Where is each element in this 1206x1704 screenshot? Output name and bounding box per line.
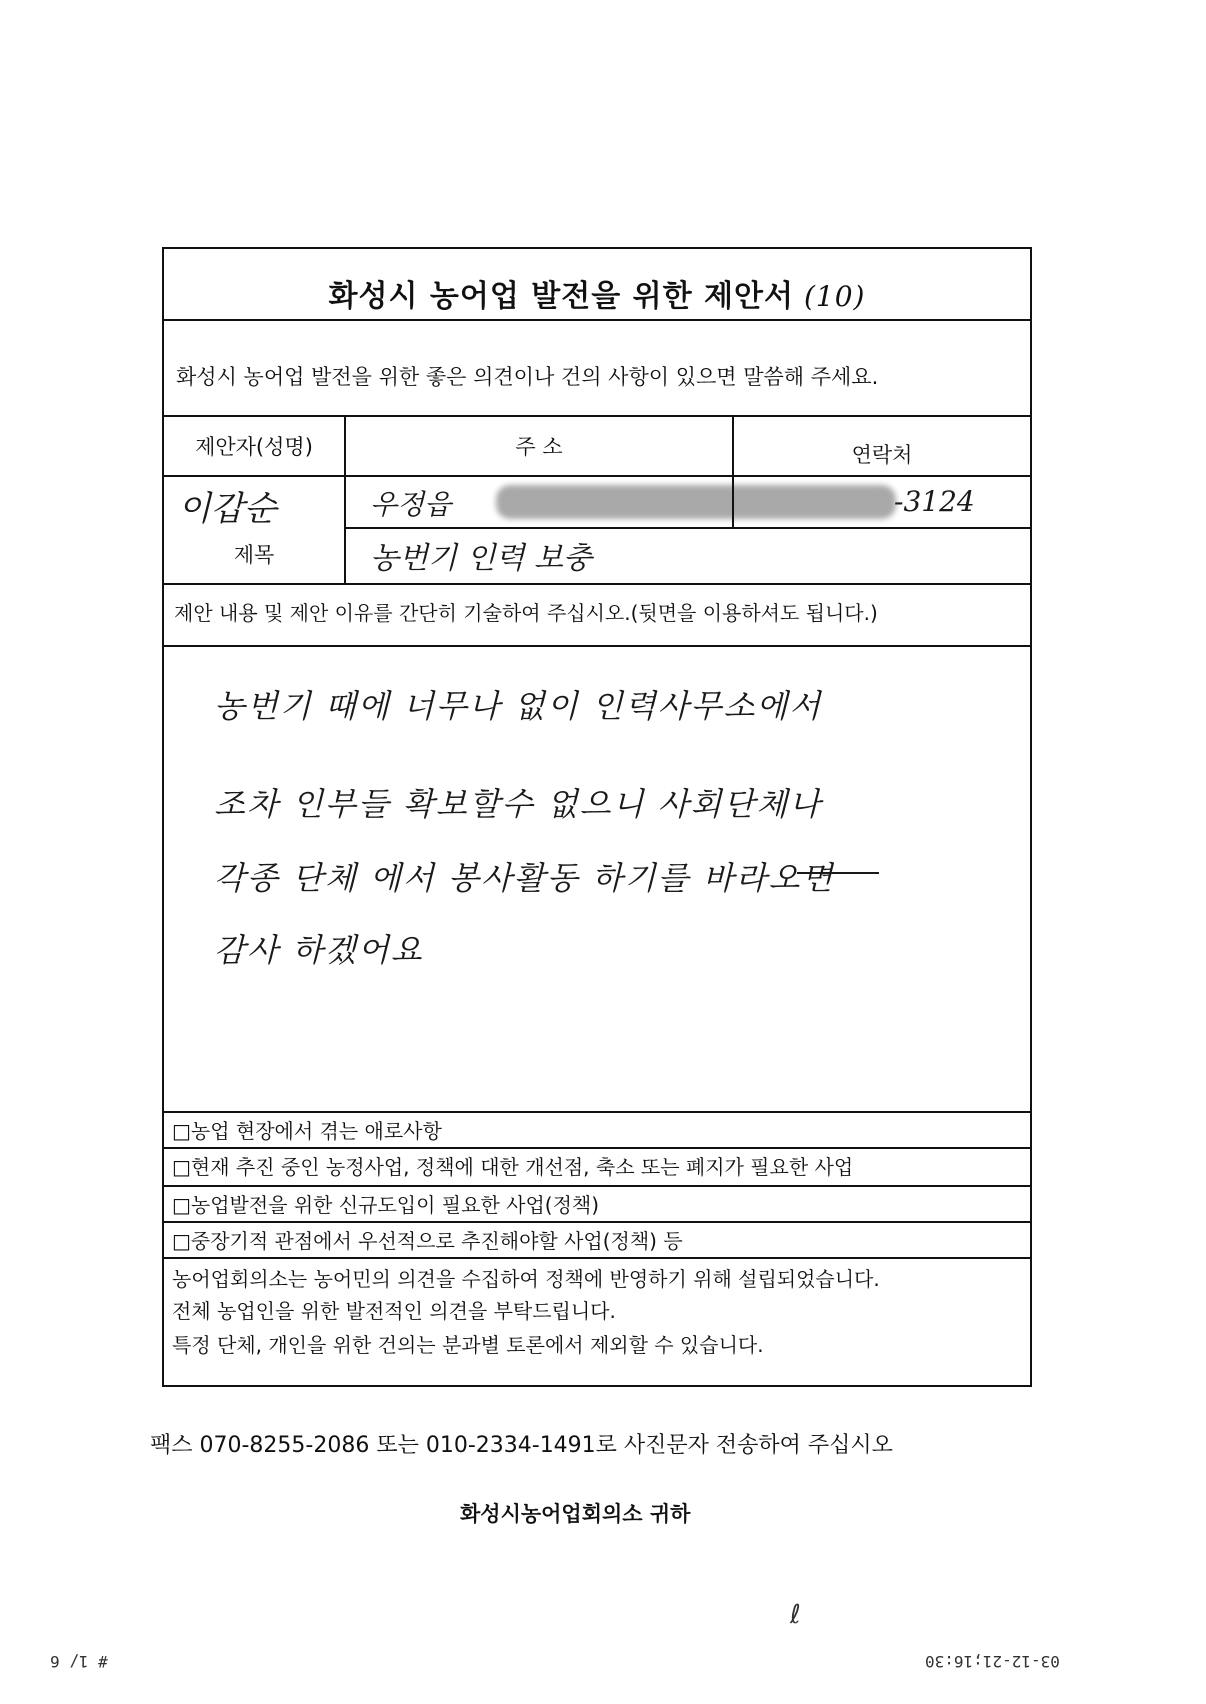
column-divider xyxy=(732,415,734,527)
body-line-2: 조차 인부들 확보할수 없으니 사회단체나 xyxy=(214,785,823,823)
divider xyxy=(164,1185,1030,1187)
divider xyxy=(164,1257,1030,1259)
header-contact: 연락처 xyxy=(851,443,913,467)
proposer-name: 이갑순 xyxy=(178,489,277,529)
divider xyxy=(164,1111,1030,1113)
checklist-item: □농업 현장에서 겪는 애로사항 xyxy=(172,1119,442,1143)
divider xyxy=(164,415,1030,417)
form-title-note: (10) xyxy=(804,280,866,313)
stray-mark: ℓ xyxy=(790,1600,801,1630)
divider xyxy=(164,475,1030,477)
checklist-item: □중장기적 관점에서 우선적으로 추진해야할 사업(정책) 등 xyxy=(172,1229,683,1253)
form-title-text: 화성시 농어업 발전을 위한 제안서 xyxy=(328,279,794,314)
fax-page-mark-text: # 1/ 6 xyxy=(50,1652,108,1671)
fax-timestamp-mark xyxy=(925,1652,1060,1671)
note-line: 특정 단체, 개인을 위한 건의는 분과별 토론에서 제외할 수 있습니다. xyxy=(172,1333,764,1357)
note-line: 농어업회의소는 농어민의 의견을 수집하여 정책에 반영하기 위해 설립되었습니다. xyxy=(172,1267,880,1291)
body-line-1: 농번기 때에 너무나 없이 인력사무소에서 xyxy=(214,687,823,725)
header-name: 제안자(성명) xyxy=(195,435,313,459)
note-line: 전체 농업인을 위한 발전적인 의견을 부탁드립니다. xyxy=(172,1299,616,1323)
checklist-item: □현재 추진 중인 농정사업, 정책에 대한 개선점, 축소 또는 폐지가 필요한 사업 xyxy=(172,1155,854,1179)
instruction-text: 제안 내용 및 제안 이유를 간단히 기술하여 주십시오.(뒷면을 이용하셔도 됩니다.) xyxy=(174,601,878,625)
header-subject: 제목 xyxy=(233,543,275,567)
contact-value: -3124 xyxy=(894,485,975,518)
divider xyxy=(164,1147,1030,1149)
fax-timestamp-text: 03-12-21;16:30 xyxy=(925,1652,1060,1671)
proposal-form xyxy=(162,247,1032,1387)
divider xyxy=(164,1221,1030,1223)
address-value: 우정읍 xyxy=(370,488,452,521)
divider xyxy=(164,319,1030,321)
intro-text: 화성시 농어업 발전을 위한 좋은 의견이나 건의 사항이 있으면 말씀해 주세요. xyxy=(176,365,879,389)
body-line-3: 각종 단체 에서 봉사활동 하기를 바라오면 xyxy=(214,859,835,897)
divider xyxy=(164,583,1030,585)
redaction-mark xyxy=(496,485,896,519)
checklist-item: □농업발전을 위한 신규도입이 필요한 사업(정책) xyxy=(172,1193,600,1217)
header-address: 주 소 xyxy=(515,435,563,459)
subject-value: 농번기 인력 보충 xyxy=(370,541,592,576)
column-divider xyxy=(344,415,346,583)
form-title xyxy=(164,271,1030,315)
divider xyxy=(164,645,1030,647)
body-line-4: 감사 하겠어요 xyxy=(214,931,424,969)
strikethrough-mark xyxy=(797,872,879,874)
fax-page-mark xyxy=(50,1652,108,1671)
fax-instruction: 팩스 070-8255-2086 또는 010-2334-1491로 사진문자 전송하여 주십시오 xyxy=(150,1433,893,1458)
divider xyxy=(344,527,1030,529)
addressee: 화성시농어업회의소 귀하 xyxy=(460,1502,691,1526)
